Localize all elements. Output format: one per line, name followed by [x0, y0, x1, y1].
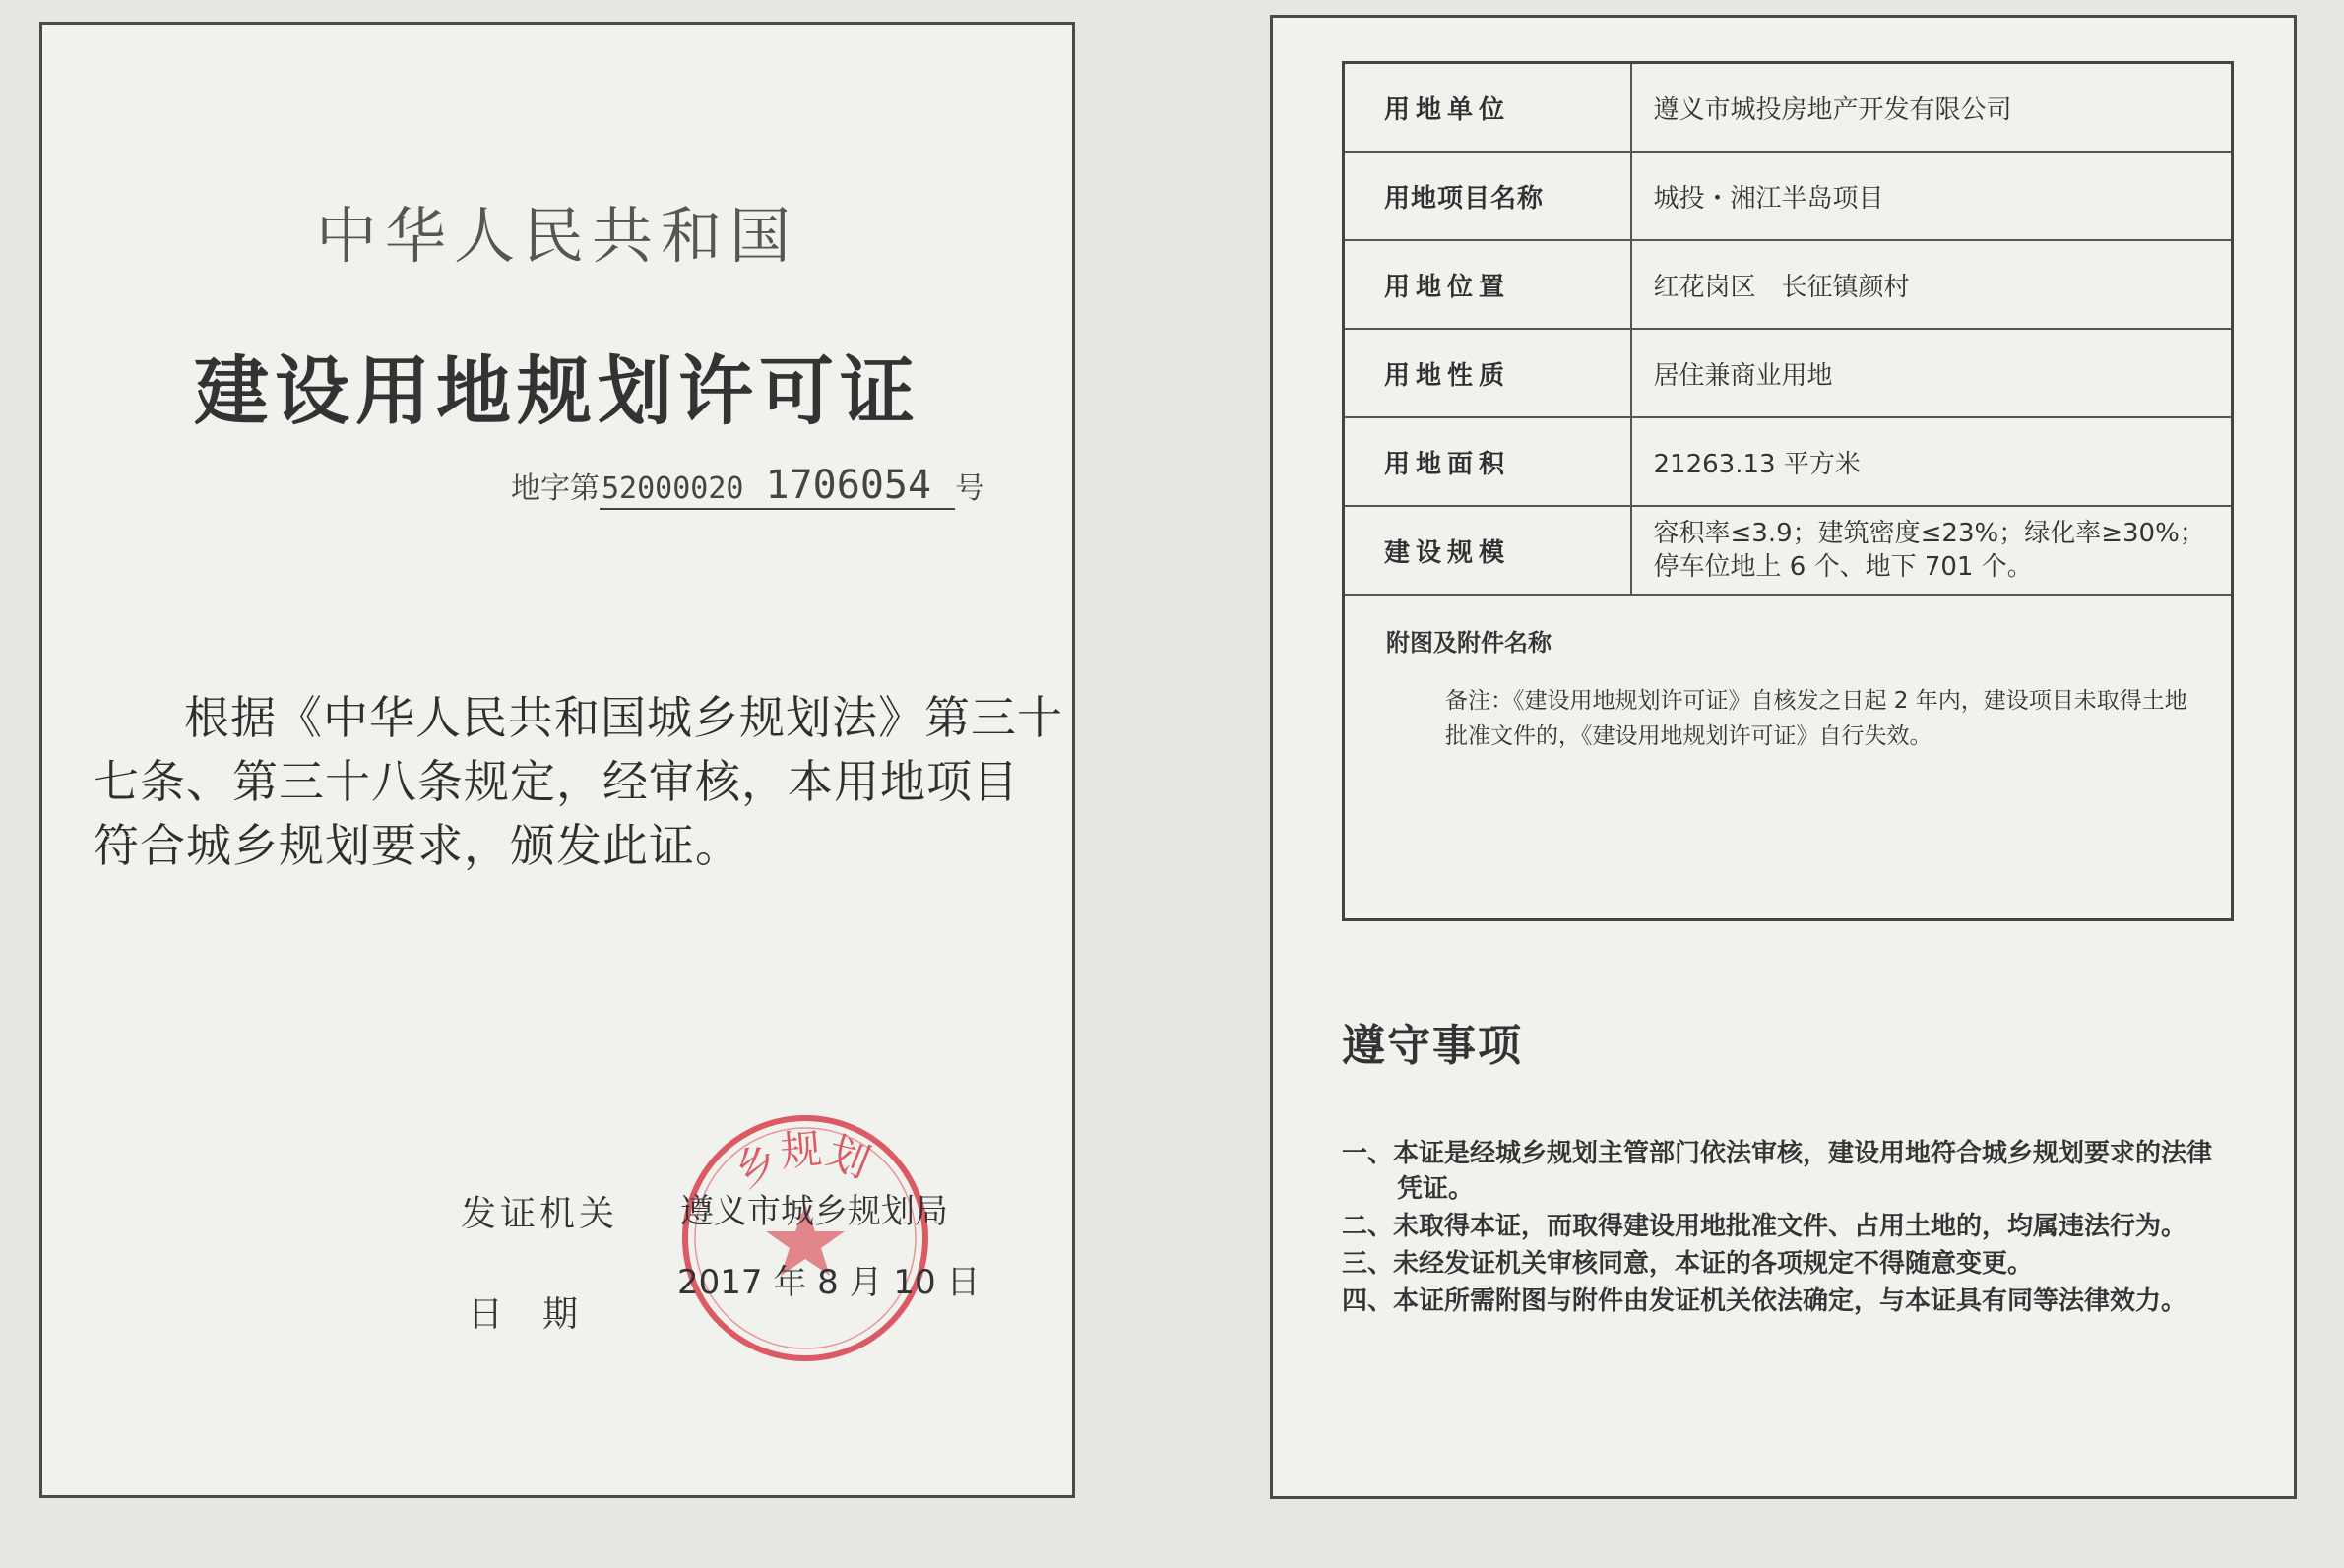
- certificate-right-page: [1270, 15, 2297, 1499]
- issuer-label: 发证机关: [461, 1194, 619, 1234]
- table-row: [1344, 595, 2233, 920]
- list-item: 三、未经发证机关审核同意，本证的各项规定不得随意变更。: [1342, 1249, 2034, 1279]
- issue-date: 2017 年 8 月 10 日: [677, 1263, 981, 1302]
- cert-number-serial: 1706054: [746, 463, 956, 510]
- certificate-title: 建设用地规划许可证: [194, 347, 920, 435]
- land-area-value: 21263.13 平方米: [1631, 417, 2233, 506]
- land-use-type-value: 居住兼商业用地: [1631, 329, 2233, 417]
- seal-text: 乡规划: [726, 1124, 877, 1197]
- country-name: 中华人民共和国: [315, 200, 798, 272]
- table-row: [1344, 329, 2233, 417]
- table-row: [1344, 152, 2233, 240]
- list-item: 一、本证是经城乡规划主管部门依法审核，建设用地符合城乡规划要求的法律凭证。: [1342, 1139, 2213, 1204]
- validity-note: 备注：《建设用地规划许可证》自核发之日起 2 年内，建设项目未取得土地批准文件的，《建设用地规划许可证》自行失效。: [1445, 688, 2187, 749]
- attachments-cell: [1344, 595, 2233, 920]
- list-item: 四、本证所需附图与附件由发证机关依法确定，与本证具有同等法律效力。: [1342, 1286, 2187, 1316]
- cert-number-suffix: 号: [955, 471, 985, 506]
- issuer-name: 遵义市城乡规划局: [680, 1192, 948, 1231]
- date-label: 日期: [468, 1294, 618, 1335]
- land-unit-value: 遵义市城投房地产开发有限公司: [1631, 63, 2233, 153]
- land-use-type-label: 用地性质: [1344, 329, 1631, 417]
- table-row: [1344, 417, 2233, 506]
- land-location-label: 用地位置: [1344, 240, 1631, 329]
- notice-list: [1342, 1136, 2233, 1321]
- table-row: [1344, 63, 2233, 153]
- land-area-label: 用地面积: [1344, 417, 1631, 506]
- project-name-label: 用地项目名称: [1344, 152, 1631, 240]
- list-item: 二、未取得本证，而取得建设用地批准文件、占用土地的，均属违法行为。: [1342, 1212, 2187, 1241]
- certificate-left-page: [39, 22, 1075, 1498]
- official-seal-icon: [672, 1105, 938, 1371]
- land-info-table: [1342, 61, 2234, 921]
- certificate-number: [511, 463, 984, 508]
- project-name-value: 城投・湘江半岛项目: [1631, 152, 2233, 240]
- attachments-label: 附图及附件名称: [1386, 629, 1552, 657]
- land-unit-label: 用地单位: [1344, 63, 1631, 153]
- construction-scale-label: 建设规模: [1344, 506, 1631, 595]
- cert-number-prefix: 地字第: [511, 471, 600, 506]
- table-row: [1344, 506, 2233, 595]
- cert-number-code: 52000020: [600, 471, 746, 510]
- land-location-value: 红花岗区 长征镇颜村: [1631, 240, 2233, 329]
- table-row: [1344, 240, 2233, 329]
- construction-scale-value: 容积率≤3.9；建筑密度≤23%；绿化率≥30%；停车位地上 6 个、地下 701 个。: [1631, 506, 2233, 595]
- notice-title: 遵守事项: [1342, 1021, 1523, 1071]
- certificate-body-text: 根据《中华人民共和国城乡规划法》第三十七条、第三十八条规定，经审核，本用地项目符合城乡规划要求，颁发此证。: [94, 691, 1063, 872]
